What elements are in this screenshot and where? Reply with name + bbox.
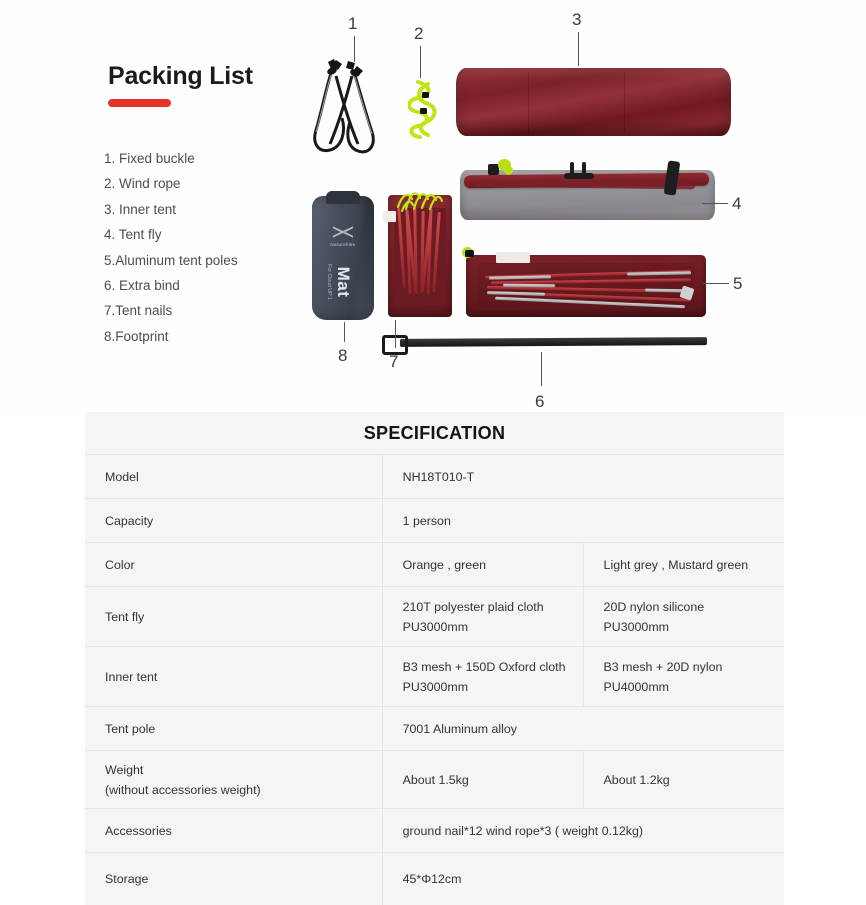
spec-label-cell (85, 809, 382, 853)
spec-value-line: PU3000mm (402, 619, 469, 634)
list-item: 1. Fixed buckle (104, 151, 195, 166)
callout-number-1: 1 (348, 14, 358, 33)
list-item: 6. Extra bind (104, 278, 180, 294)
product-sub-text: For Cloud UP 1 (326, 264, 332, 300)
callout-leader-7 (395, 320, 396, 348)
specification-table (85, 454, 784, 905)
spec-value-line: 210T polyester plaid cloth (402, 599, 544, 614)
callout-leader-3 (578, 32, 579, 66)
packing-list-section (0, 0, 866, 412)
callout-number-8: 8 (338, 346, 348, 365)
title-accent-bar (108, 99, 171, 107)
callout-number-7: 7 (389, 352, 399, 371)
spec-value-cell (382, 809, 784, 853)
spec-label-cell (85, 751, 382, 809)
callout-number-5: 5 (733, 274, 743, 293)
packing-list-items (104, 146, 319, 349)
spec-value-cell-secondary (583, 543, 784, 587)
naturehike-logo-icon (333, 224, 353, 240)
list-item: 3. Inner tent (104, 201, 177, 217)
spec-value-line: NH18T010-T (402, 469, 475, 484)
spec-label-line: Inner tent (105, 669, 158, 684)
spec-value-line: PU3000mm (402, 679, 469, 694)
spec-value-cell (382, 455, 784, 499)
spec-value-line: About 1.2kg (603, 772, 670, 787)
table-row (85, 707, 784, 751)
callout-leader-2 (420, 46, 421, 78)
spec-value-line: PU4000mm (603, 679, 669, 694)
spec-label-line: Accessories (105, 823, 172, 838)
spec-value-cell-primary (382, 751, 583, 809)
table-row (85, 853, 784, 905)
product-name-text: Mat (334, 266, 353, 298)
spec-value-cell-secondary (583, 647, 784, 707)
spec-value-line: B3 mesh + 150D Oxford cloth (402, 659, 566, 674)
spec-value-cell-primary (382, 543, 583, 587)
spec-label-line: (without accessories weight) (105, 782, 261, 797)
spec-label-cell (85, 647, 382, 707)
table-row (85, 587, 784, 647)
drawstring-cinch (326, 191, 360, 204)
pole-bag-label (496, 252, 530, 263)
table-row (85, 455, 784, 499)
spec-value-cell-primary (382, 647, 583, 707)
page-title: Packing List (108, 62, 253, 90)
table-row (85, 647, 784, 707)
table-row (85, 751, 784, 809)
callout-number-3: 3 (572, 10, 582, 29)
spec-label-cell (85, 853, 382, 905)
list-item: 7.Tent nails (104, 303, 173, 319)
tent-nails-image (388, 195, 452, 317)
table-row (85, 543, 784, 587)
callout-number-2: 2 (414, 24, 424, 43)
spec-label-line: Model (105, 469, 139, 484)
fixed-buckle-image (302, 58, 390, 163)
spec-value-line: 1 person (402, 513, 451, 528)
spec-value-cell (382, 707, 784, 751)
spec-label-line: Storage (105, 871, 149, 886)
spec-value-line: 45*Φ12cm (402, 871, 462, 886)
callout-leader-6 (541, 352, 542, 386)
spec-value-line: PU3000mm (603, 619, 669, 634)
specification-section (85, 412, 784, 905)
table-row (85, 809, 784, 853)
spec-label-line: Weight (105, 762, 144, 777)
inner-tent-image (456, 68, 731, 136)
callout-number-6: 6 (535, 392, 545, 411)
aluminum-tent-poles-image (466, 255, 706, 317)
extra-bind-image (382, 335, 707, 349)
callout-number-4: 4 (732, 194, 742, 213)
spec-value-cell-primary (382, 587, 583, 647)
brand-text: Naturehike (330, 242, 356, 247)
spec-label-cell (85, 707, 382, 751)
spec-label-line: Capacity (105, 513, 154, 528)
spec-label-line: Color (105, 557, 135, 572)
list-item: 5.Aluminum tent poles (104, 252, 238, 268)
spec-value-cell-secondary (583, 587, 784, 647)
callout-leader-8 (344, 322, 345, 342)
list-item: 8.Footprint (104, 328, 169, 344)
spec-value-cell (382, 499, 784, 543)
spec-value-cell-secondary (583, 751, 784, 809)
spec-label-cell (85, 587, 382, 647)
spec-value-line: Orange , green (402, 557, 486, 572)
spec-value-line: ground nail*12 wind rope*3 ( weight 0.12kg) (402, 823, 644, 838)
spec-label-cell (85, 499, 382, 543)
spec-label-cell (85, 543, 382, 587)
table-row (85, 499, 784, 543)
callout-leader-5 (703, 283, 729, 284)
footprint-bag-image (312, 196, 374, 320)
specification-title: SPECIFICATION (85, 412, 784, 454)
spec-label-cell (85, 455, 382, 499)
spec-value-line: B3 mesh + 20D nylon (603, 659, 723, 674)
callout-leader-1 (354, 36, 355, 62)
wind-rope-image (408, 78, 440, 140)
list-item: 2. Wind rope (104, 176, 181, 192)
callout-leader-4 (702, 203, 728, 204)
spec-label-line: Tent fly (105, 609, 145, 624)
spec-value-cell (382, 853, 784, 905)
spec-label-line: Tent pole (105, 721, 156, 736)
spec-value-line: Light grey , Mustard green (603, 557, 749, 572)
spec-value-line: 7001 Aluminum alloy (402, 721, 517, 736)
spec-value-line: About 1.5kg (402, 772, 469, 787)
tent-fly-image (460, 162, 715, 220)
spec-value-line: 20D nylon silicone (603, 599, 705, 614)
list-item: 4. Tent fly (104, 227, 162, 243)
